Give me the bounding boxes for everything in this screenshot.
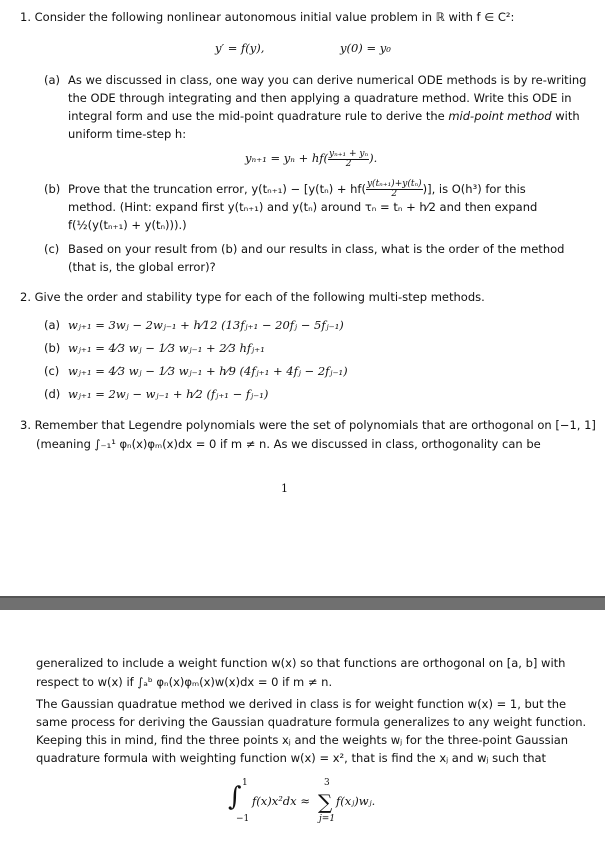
q1a-label: (a) <box>44 73 61 87</box>
q1a-line: integral form and use the mid-point quadrature rule to derive the mid-point method with <box>68 109 580 123</box>
integral-sign: ∫ <box>228 782 242 812</box>
q1-equation-ode: y′ = f(y), <box>215 41 265 55</box>
q1c-label: (c) <box>44 242 60 256</box>
q1a-line: uniform time-step h: <box>68 127 187 141</box>
page2-para-line: Keeping this in mind, find the three points xⱼ and the weights wⱼ for the three-point Gaussian <box>36 733 569 747</box>
q1a-line: the ODE through integrating and then applying a quadrature method. Write this ODE in <box>68 91 572 105</box>
page2-para-line: quadrature formula with weighting function w(x) = x², that is find the xⱼ and wⱼ such that <box>36 751 547 765</box>
sum-upper-limit: 3 <box>324 778 330 788</box>
q2-item-label: (b) <box>44 341 61 355</box>
q3-line: (meaning ∫₋₁¹ φₙ(x)φₘ(x)dx = 0 if m ≠ n. As we discussed in class, orthogonality can be <box>36 437 541 451</box>
page2-para-line: The Gaussian quadratue method we derived in class is for weight function w(x) = 1, but the <box>36 697 567 711</box>
q2-item-label: (d) <box>44 387 61 401</box>
page-separator <box>0 596 605 610</box>
page-2 <box>0 610 605 844</box>
q1b-line: method. (Hint: expand first y(tₙ₊₁) and y(tₙ) around τₙ = tₙ + h⁄2 and then expand <box>68 200 538 214</box>
sum-lower-limit: j=1 <box>319 814 336 824</box>
q2-item-label: (c) <box>44 364 60 378</box>
integral-upper-limit: 1 <box>242 778 248 788</box>
integral-lower-limit: −1 <box>236 814 250 824</box>
integrand: f(x)x²dx ≈ <box>252 794 310 808</box>
page-number: 1 <box>281 482 288 495</box>
q1c-line: Based on your result from (b) and our results in class, what is the order of the method <box>68 242 565 256</box>
q2-item-formula: wⱼ₊₁ = 4⁄3 wⱼ − 1⁄3 wⱼ₋₁ + h⁄9 (4fⱼ₊₁ + 4fⱼ − 2fⱼ₋₁) <box>68 364 348 378</box>
q1c-line: (that is, the global error)? <box>68 260 216 274</box>
q1a-line: As we discussed in class, one way you can derive numerical ODE methods is by re-writing <box>68 73 587 87</box>
q2-item-label: (a) <box>44 318 61 332</box>
page2-line: generalized to include a weight function w(x) so that functions are orthogonal on [a, b] with <box>36 656 566 670</box>
page2-line: respect to w(x) if ∫ₐᵇ φₙ(x)φₘ(x)w(x)dx = 0 if m ≠ n. <box>36 675 333 689</box>
q2-item-formula: wⱼ₊₁ = 4⁄3 wⱼ − 1⁄3 wⱼ₋₁ + 2⁄3 hfⱼ₊₁ <box>68 341 265 355</box>
q2-item-formula: wⱼ₊₁ = 2wⱼ − wⱼ₋₁ + h⁄2 (fⱼ₊₁ − fⱼ₋₁) <box>68 387 269 401</box>
q1b-line: f(½(y(tₙ₊₁) + y(tₙ))).) <box>68 218 187 232</box>
page2-para-line: same process for deriving the Gaussian quadrature formula generalizes to any weight function. <box>36 715 587 729</box>
q2-item-formula: wⱼ₊₁ = 3wⱼ − 2wⱼ₋₁ + h⁄12 (13fⱼ₊₁ − 20fⱼ − 5fⱼ₋₁) <box>68 318 344 332</box>
sum-terms: f(xⱼ)wⱼ. <box>336 794 376 808</box>
q1-intro: 1. Consider the following nonlinear autonomous initial value problem in ℝ with f ∈ C²: <box>20 10 515 24</box>
q2-intro: 2. Give the order and stability type for each of the following multi-step methods. <box>20 290 485 304</box>
q1a-italic-term: mid-point method <box>448 109 552 123</box>
q1b-line: Prove that the truncation error, y(tₙ₊₁) − [y(tₙ) + hf( $\frac{\text{y(tₙ₊₁)+y(tₙ)}}{2}$ )], is O(h³) for this <box>68 179 526 199</box>
q3-line: 3. Remember that Legendre polynomials were the set of polynomials that are orthogonal on [−1, 1] <box>20 418 596 432</box>
final-quadrature-equation <box>228 776 388 828</box>
sum-sign: ∑ <box>318 790 333 814</box>
q1a-midpoint-formula: yₙ₊₁ = yₙ + hf( $\frac{\text{yₙ₊₁ + yₙ}}{2}$ ). <box>245 148 378 169</box>
q1-equation-initial: y(0) = y₀ <box>340 41 391 55</box>
q1b-label: (b) <box>44 182 61 196</box>
